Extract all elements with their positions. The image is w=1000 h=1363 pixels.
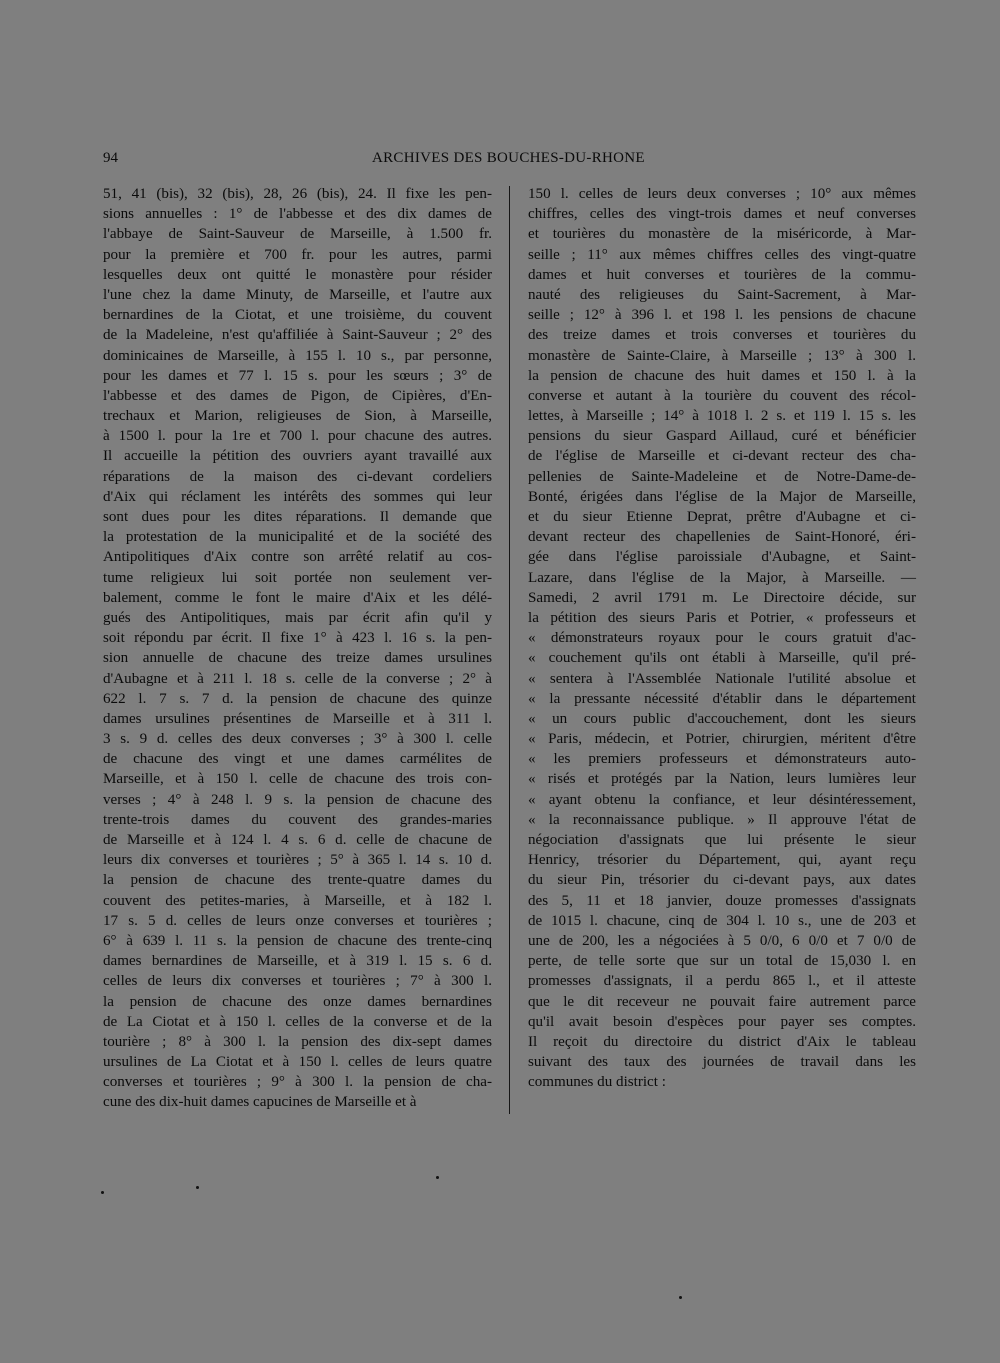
text-line: et tourières du monastère de la miséricorde, à Mar- [528,226,916,243]
text-line: « ayant obtenu la confiance, et leur désintéressement, [528,791,916,808]
text-line: « la pressante nécessité d'établir dans le département [528,690,916,707]
text-line: seille ; 11° aux mêmes chiffres celles des vingt-quatre [528,246,916,263]
text-line: gués des Antipolitiques, mais par écrit afin qu'il y [103,609,492,626]
text-line: Il reçoit du directoire du district d'Aix le tableau [528,1033,916,1050]
text-line: de chacune des vingt et une dames carmélites de [103,751,492,768]
text-line: la pension de chacune des onze dames bernardines [103,993,492,1010]
text-line: de l'église de Marseille et ci-devant recteur des cha- [528,448,916,465]
text-line: Antipolitiques d'Aix contre son arrêté relatif au cos- [103,549,492,566]
print-speck [436,1176,439,1179]
text-line: Henricy, trésorier du Département, qui, ayant reçu [528,852,916,869]
text-line: négociation d'assignats que lui présente le sieur [528,832,916,848]
text-line: qu'il avait besoin d'espèces pour payer ses comptes. [528,1013,916,1030]
text-line: 51, 41 (bis), 32 (bis), 28, 26 (bis), 24. Il fixe les pen- [103,186,492,202]
text-line: pour les dames et 77 l. 15 s. pour les sœurs ; 3° de [103,367,492,384]
text-line: d'Aubagne et à 211 l. 18 s. celle de la converse ; 2° à [103,670,492,687]
text-line: 150 l. celles de leurs deux converses ; 10° aux mêmes [528,186,916,202]
text-line: « sentera à l'Assemblée Nationale l'utilité absolue et [528,670,916,687]
text-line: tourière ; 8° à 300 l. la pension des dix-sept dames [103,1033,492,1050]
print-speck [196,1186,199,1189]
text-line: soit répondu par écrit. Il fixe 1° à 423 l. 16 s. la pen- [103,630,492,647]
text-line: ursulines de La Ciotat et à 150 l. celles de leurs quatre [103,1054,492,1071]
text-line: 17 s. 5 d. celles de leurs onze converses et tourières ; [103,912,492,929]
text-line: couvent des petites-maries, à Marseille, et à 182 l. [103,892,492,909]
text-line: Lazare, dans l'église de la Major, à Marseille. — [528,569,916,586]
text-line: pour la première et 700 fr. pour les autres, parmi [103,246,492,263]
left-text-column [103,184,492,1113]
text-line: 6° à 639 l. 11 s. la pension de chacune des trente-cinq [103,932,492,949]
text-line: converses et tourières ; 9° à 300 l. la pension de cha- [103,1074,492,1091]
text-line: 3 s. 9 d. celles des deux converses ; 3° à 300 l. celle [103,731,492,748]
text-line: du sieur Pin, trésorier du ci-devant pays, aux dates [528,872,916,889]
text-line: nauté des religieuses du Saint-Sacrement, à Mar- [528,286,916,303]
text-line: l'abbaye de Saint-Sauveur de Marseille, à 1.500 fr. [103,226,492,243]
text-line: communes du district : [528,1074,666,1091]
text-line: réparations de la maison des ci-devant cordeliers [103,468,492,485]
text-line: Marseille, et à 150 l. celle de chacune des trois con- [103,771,492,788]
text-line: l'abbesse et des dames de Pigon, de Cipières, d'En- [103,387,492,404]
text-line: de Marseille et à 124 l. 4 s. 6 d. celle de chacune de [103,832,492,848]
print-speck [679,1296,682,1299]
text-line: de La Ciotat et à 150 l. celles de la converse et de la [103,1013,492,1030]
text-line: pellenies de Sainte-Madeleine et de Notre-Dame-de- [528,468,916,485]
text-line: la pension de chacune des huit dames et 150 l. à la [528,367,916,384]
text-line: bernardines de la Ciotat, et une troisième, du couvent [103,307,492,324]
right-text-column [528,184,916,1092]
text-line: et du sieur Etienne Deprat, prêtre d'Aubagne et ci- [528,509,916,525]
text-line: chiffres, celles des vingt-trois dames et neuf converses [528,206,916,223]
text-line: lesquelles deux ont quitté le monastère pour résider [103,266,492,283]
text-line: dominicaines de Marseille, à 155 l. 10 s., par personne, [103,347,492,364]
text-line: promesses d'assignats, il a perdu 865 l., et il atteste [528,973,916,990]
text-line: des treize dames et trois converses et tourières du [528,327,916,344]
text-line: « démonstrateurs royaux pour le cours gratuit d'ac- [528,630,916,647]
text-line: cune des dix-huit dames capucines de Marseille et à [103,1094,417,1111]
text-line: gée dans l'église paroissiale d'Aubagne, et Saint- [528,549,916,566]
text-line: verses ; 4° à 248 l. 9 s. la pension de chacune des [103,791,492,808]
text-line: la pension de chacune des trente-quatre dames du [103,872,492,889]
text-line: que le dit receveur ne pouvait faire autrement parce [528,993,916,1010]
text-line: Il accueille la pétition des ouvriers ayant travaillé aux [103,448,492,465]
text-line: sions annuelles : 1° de l'abbesse et des dix dames de [103,206,492,223]
text-line: 622 l. 7 s. 7 d. la pension de chacune des quinze [103,690,492,707]
text-line: l'une chez la dame Minuty, de Marseille, et l'autre aux [103,286,492,303]
text-line: Samedi, 2 avril 1791 m. Le Directoire décide, sur [528,589,916,606]
text-line: la pétition des sieurs Paris et Potrier, « professeurs et [528,609,916,626]
text-line: dames bernardines de Marseille, et à 319 l. 15 s. 6 d. [103,953,492,970]
text-line: converse et autant à la tourière du couvent des récol- [528,387,916,404]
text-line: des 5, 11 et 18 janvier, douze promesses d'assignats [528,892,916,909]
text-line: trechaux et Marion, religieuses de Sion, à Marseille, [103,408,492,425]
text-line: sion annuelle de chacune des treize dames ursulines [103,650,492,667]
text-line: « couchement qu'ils ont établi à Marseille, qu'il pré- [528,650,916,667]
text-line: à 1500 l. pour la 1re et 700 l. pour chacune des autres. [103,428,492,445]
text-line: celles de leurs dix converses et tourières ; 7° à 300 l. [103,973,492,990]
text-line: « les premiers professeurs et démonstrateurs auto- [528,751,916,768]
text-line: seille ; 12° à 396 l. et 198 l. les pensions de chacune [528,307,916,324]
text-line: tume religieux lui soit portée non seulement ver- [103,569,492,586]
text-line: la protestation de la municipalité et de la société des [103,529,492,546]
print-speck [101,1191,104,1194]
text-line: monastère de Sainte-Claire, à Marseille ; 13° à 300 l. [528,347,916,364]
text-line: de la Madeleine, n'est qu'affiliée à Saint-Sauveur ; 2° des [103,327,492,344]
text-line: « la reconnaissance publique. » Il approuve l'état de [528,811,916,828]
text-line: trente-trois dames du couvent des grandes-maries [103,811,492,828]
text-line: suivant des taux des journées de travail dans les [528,1054,916,1071]
text-line: perte, de telle sorte que sur un total de 15,030 l. en [528,953,916,970]
text-line: « risés et protégés par la Nation, leurs lumières leur [528,771,916,788]
text-line: sont dues pour les dites réparations. Il demande que [103,509,492,525]
text-line: lettes, à Marseille ; 14° à 1018 l. 2 s. et 119 l. 15 s. les [528,408,916,425]
text-line: Bonté, érigées dans l'église de la Major de Marseille, [528,488,916,505]
text-line: pensions du sieur Gaspard Aillaud, curé et bénéficier [528,428,916,445]
text-line: « Paris, médecin, et Potrier, chirurgien, méritent d'être [528,731,916,748]
text-line: d'Aix qui réclament les intérêts des sommes qui leur [103,488,492,505]
text-line: leurs dix converses et tourières ; 5° à 365 l. 14 s. 10 d. [103,852,492,869]
column-divider [509,186,510,1114]
text-line: dames et huit converses et tourières de la commu- [528,266,916,283]
running-title: ARCHIVES DES BOUCHES-DU-RHONE [372,150,645,166]
text-line: balement, comme le font le maire d'Aix et les délé- [103,589,492,606]
page-number: 94 [103,150,118,166]
text-line: une de 200, les a négociées à 5 0/0, 6 0/0 et 7 0/0 de [528,932,916,949]
text-line: dames ursulines présentines de Marseille et à 311 l. [103,710,492,727]
text-line: de 1015 l. chacune, cinq de 304 l. 10 s., une de 203 et [528,912,916,929]
text-line: devant recteur des chapellenies de Saint-Honoré, éri- [528,529,916,546]
text-line: « un cours public d'accouchement, dont les sieurs [528,710,916,727]
